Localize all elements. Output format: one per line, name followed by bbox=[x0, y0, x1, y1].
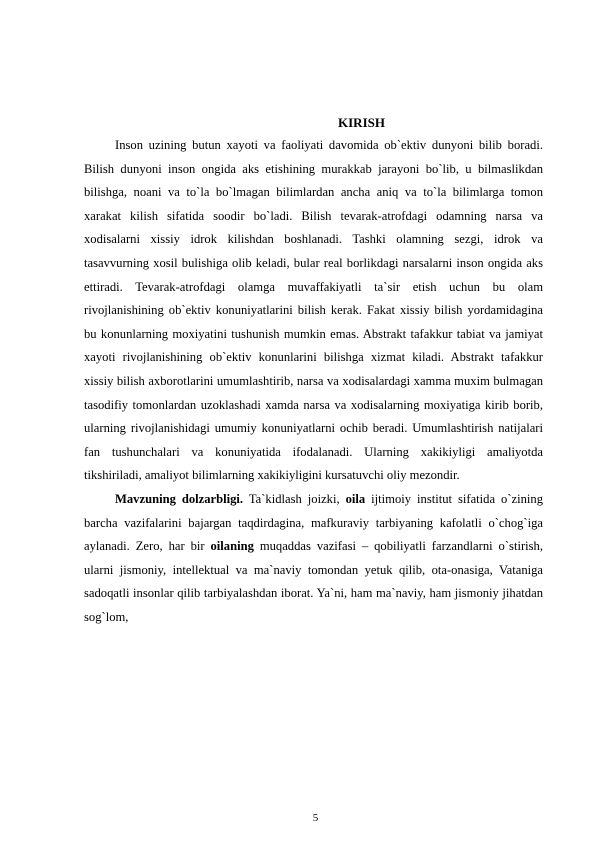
relevance-text-b: ijtimoiy institut sifatida o`zining barcha vazifalarini bajargan taqdirdagina, mafkuraviy tarbiyaning kafolatli o`chog`iga aylanadi. Zero, har bir bbox=[84, 491, 543, 554]
section-heading: KIRISH bbox=[338, 115, 385, 130]
page-number: 5 bbox=[312, 812, 319, 824]
relevance-text-a: Ta`kidlash joizki, bbox=[243, 491, 346, 506]
relevance-text-c: muqaddas vazifasi – qobiliyatli farzandlarni o`stirish, ularni jismoniy, intellektual va ma`naviy tomondan yetuk qilib, ota-onasiga, Vataniga sadoqatli insonlar qilib tarbiyalashdan iborat. Ya`ni, ham ma`naviy, ham jismoniy jihatdan sog`lom, bbox=[84, 539, 543, 624]
bold-term-oilaning: oilaning bbox=[210, 539, 254, 554]
relevance-lead: Mavzuning dolzarbligi. bbox=[115, 491, 244, 506]
intro-paragraph: Inson uzining butun xayoti va faoliyati davomida ob`ektiv dunyoni bilib boradi. Bilish dunyoni inson ongida aks etishining murakkab jarayoni bo`lib, u bilmaslikdan bilishga, noani va to`la bo`lmagan bilimlardan ancha aniq va to`la bilimlarga tomon xarakat kilish sifatida soodir bo`ladi. Bilish tevarak-atrofdagi odamning narsa va xodisalarni xissiy idrok kilishdan boshlanadi. Tashki olamning sezgi, idrok va tasavvurning xosil bulishiga olib keladi, bular real borlikdagi narsalarni inson ongida aks ettiradi. Tevarak-atrofdagi olamga muvaffakiyatli ta`sir etish uchun bu olam rivojlanishining ob`ektiv konuniyatlarini bilish kerak. Fakat xissiy bilish yordamidagina bu konunlarning moxiyatini tushunish mumkin emas. Abstrakt tafakkur tabiat va jamiyat xayoti rivojlanishining ob`ektiv konunlarini bilishga xizmat kiladi. Abstrakt tafakkur xissiy bilish axborotlarini umumlashtirib, narsa va xodisalardagi xamma muxim bulmagan tasodifiy tomonlardan uzoklashadi xamda narsa va xodisalarning moxiyatiga kirib borib, ularning rivojlanishidagi umumiy konuniyatlarni ochib beradi. Umumlashtirish natijalari fan tushunchalari va konuniyatida ifodalanadi. Ularning xakikiyligi amaliyotda tikshiriladi, amaliyot bilimlarning xakikiyligini kursatuvchi oliy mezondir. bbox=[84, 138, 543, 483]
relevance-paragraph bbox=[84, 488, 543, 630]
document-page bbox=[84, 113, 543, 629]
bold-term-oila: oila bbox=[345, 491, 366, 506]
